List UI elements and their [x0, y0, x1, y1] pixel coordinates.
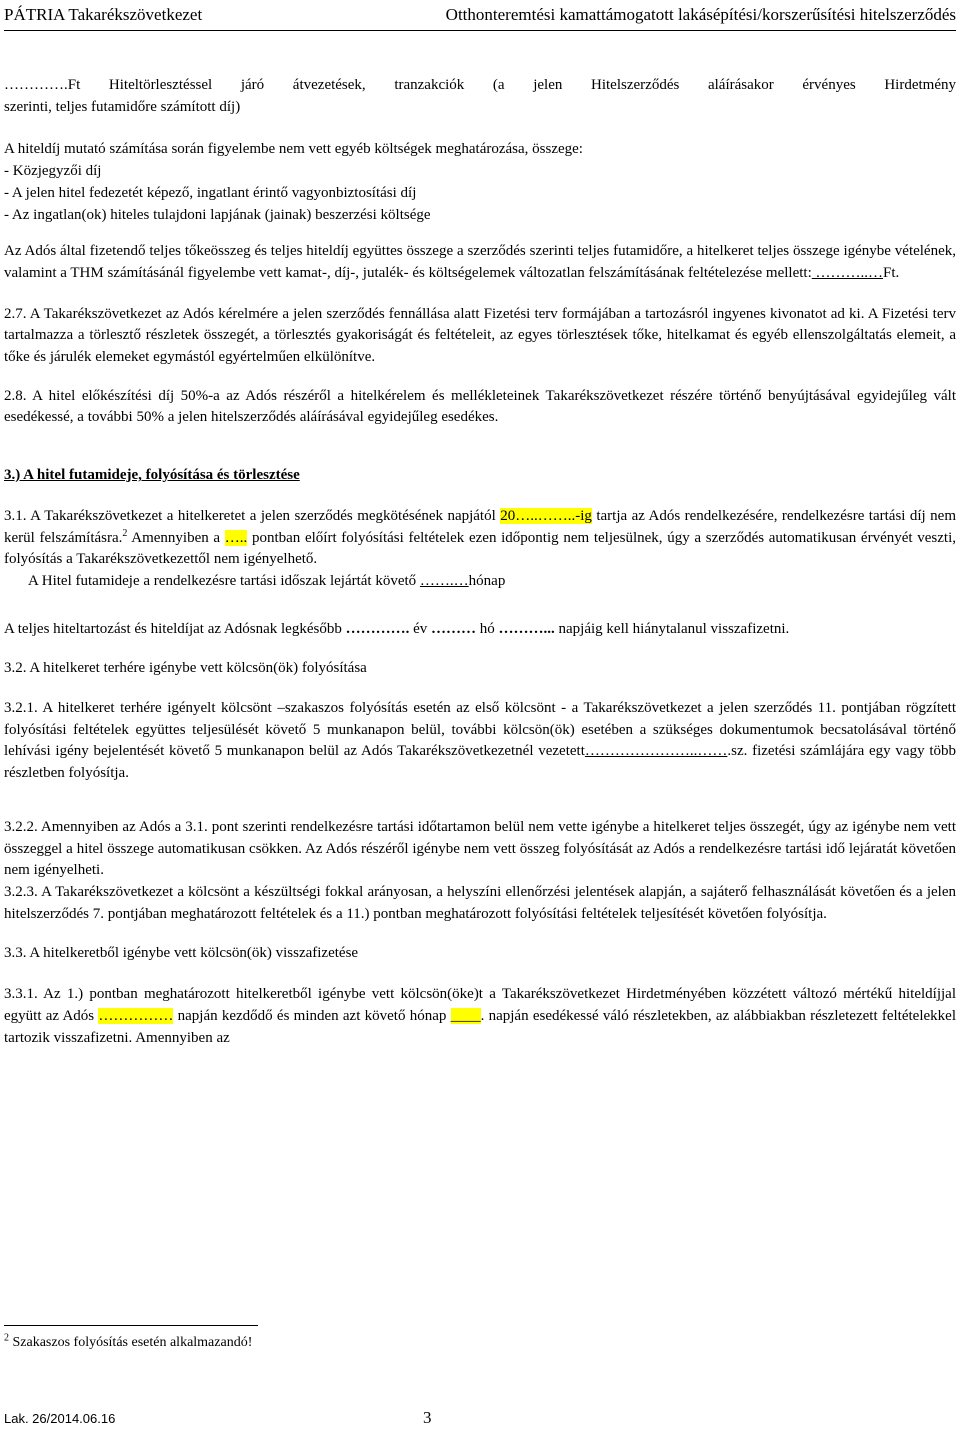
repayment-month-blank: ………	[431, 620, 477, 637]
header-institution: PÁTRIA Takarékszövetkezet	[4, 5, 203, 24]
s3-2-1-text: 3.2.1. A hitelkeret terhére igényelt kölcsönt –szakaszos folyósítás esetén az első kölcsönt - a Takarékszövetkezet a jelen szerződés 11. pontjában rögzített folyósítási feltételek együttes teljesülését követő 5 munkanapon belül, további kölcsön(ök) esetében a szükséges dokumentumok becsatolásával történő lehívási igény bejelentését követő 5 munkanapon belül az Adós Takarékszövetkezetnél vezetett	[4, 700, 956, 760]
loan-term-months-blank: …….…	[419, 572, 469, 589]
repayment-day-blank: ………...	[498, 620, 555, 637]
s3-1-text-b: tartja az Adós rendelkezésére, rendelkezésre tartási díj nem kerül felszámításra.	[4, 507, 956, 546]
loan-term-line	[4, 571, 956, 593]
document-body	[4, 75, 956, 1049]
s3-1-text-c: Amennyiben a	[127, 529, 225, 546]
s3-1-text-d: pontban előírt folyósítási feltételek ezen időpontig nem teljesülnek, úgy a szerződés automatikusan érvényét veszti, folyósítás a Takarékszövetkezettől nem igényelhető.	[4, 529, 956, 568]
section-3-3-1	[4, 984, 956, 1049]
other-costs-item-2: - A jelen hitel fedezetét képező, ingatlant érintő vagyonbiztosítási díj	[4, 184, 417, 201]
page-header	[4, 2, 956, 31]
section-3-2-heading: 3.2. A hitelkeret terhére igénybe vett kölcsön(ök) folyósítása	[4, 660, 367, 677]
s3-3-1-text-b: napján kezdődő és minden azt követő hónap	[173, 1007, 451, 1024]
s3-3-1-text-c: . napján esedékessé váló részletekben, az alábbiakban részletezett feltételekkel tartozik visszafizetni. Amennyiben az	[4, 1007, 956, 1046]
section-3-heading: 3.) A hitel futamideje, folyósítása és törlesztése	[4, 467, 300, 484]
total-amount-dots: ………..…	[811, 264, 883, 281]
other-costs-title: A hiteldíj mutató számítása során figyelembe nem vett egyéb költségek meghatározása, összege:	[4, 141, 583, 158]
section-3-2-2: 3.2.2. Amennyiben az Adós a 3.1. pont szerinti rendelkezésre tartási időtartamon belül nem vette igénybe a hitelkeret teljes összegét, úgy az igénybe nem vett összeggel a hitel összege automatikusan csökken. Az Adós részéről igénybe nem vett összeg folyósítását az Adós a rendelkezésre tartási idő lejáratát követően nem igényelheti.	[4, 818, 956, 879]
availability-end-date-blank: 20…..……..-ig	[500, 507, 592, 524]
footnote-number: 2	[4, 1332, 9, 1344]
footnote-reference: 2	[122, 527, 128, 539]
fee-intro-line2: szerinti, teljes futamidőre számított díj)	[4, 98, 241, 115]
total-amount-suffix: Ft.	[883, 264, 900, 281]
s3-3-1-text-a: 3.3.1. Az 1.) pontban meghatározott hitelkeretből igénybe vett kölcsön(öke)t a Takarékszövetkezet Hirdetményében közzétett változó mértékű hiteldíjjal együtt az Adós	[4, 986, 956, 1024]
repayment-year-label: év	[409, 620, 432, 637]
section-2-7: 2.7. A Takarékszövetkezet az Adós kérelmére a jelen szerződés fennállása alatt Fizetési terv formájában a tartozásról ingyenes kivonatot ad ki. A Fizetési terv tartalmazza a törlesztő részletek összegét, a törlesztés gyakoriságát és feltételeit, az egyes törlesztések tőke, hitelkamat és egyéb ellenszolgáltatás elemeit, a tőke és járulék elemeket egymástól egyértelműen elkülönítve.	[4, 305, 956, 366]
total-amount-text: Az Adós által fizetendő teljes tőkeösszeg és teljes hiteldíj együttes összege a szerződés szerinti teljes futamidőre, a hitelkeret teljes összege igénybe vételének, valamint a THM számításánál figyelembe vett kamat-, díj-, jutalék- és költségelemek változatlan felszámításának feltételezése mellett:	[4, 243, 956, 281]
footer-document-code: Lak. 26/2014.06.16	[4, 1411, 116, 1426]
repayment-year-blank: ………….	[345, 620, 410, 637]
header-contract-title: Otthonteremtési kamattámogatott lakásépítési/korszerűsítési hitelszerződés	[445, 5, 956, 24]
repayment-day-of-month-blank: ____	[450, 1007, 481, 1024]
repayment-month-label: hó	[476, 620, 499, 637]
total-amount-paragraph	[4, 241, 956, 284]
section-3-2-1	[4, 698, 956, 785]
other-costs-item-1: - Közjegyzői díj	[4, 163, 102, 180]
condition-point-blank: …..	[224, 529, 248, 546]
repayment-start-date-blank: ……………	[98, 1007, 174, 1024]
repayment-deadline	[4, 619, 956, 641]
repayment-text-a: A teljes hiteltartozást és hiteldíjat az Adósnak legkésőbb	[4, 620, 346, 637]
repayment-text-b: napjáig kell hiánytalanul visszafizetni.	[554, 620, 790, 637]
section-2-8: 2.8. A hitel előkészítési díj 50%-a az Adós részéről a hitelkérelem és mellékleteinek Takarékszövetkezet részére történő benyújtásával egyidejűleg vált esedékessé, a további 50% a jelen hitelszerződés aláírásával egyidejűleg esedékes.	[4, 387, 956, 426]
account-number-blank: …………………..……	[584, 743, 728, 760]
loan-term-text: A Hitel futamideje a rendelkezésre tartási időszak lejártát követő	[28, 572, 420, 589]
footnote-divider	[4, 1325, 258, 1326]
footnote	[4, 1334, 252, 1352]
section-3-2-3: 3.2.3. A Takarékszövetkezet a kölcsönt a készültségi fokkal arányosan, a helyszíni ellenőrzési jelentések alapján, a sajáterő felhasználását követően és a jelen hitelszerződés 7. pontjában meghatározott feltételek és a 11.) pontban meghatározott folyósítási feltételek teljesítését követően folyósítja.	[4, 883, 956, 922]
section-3-1	[4, 506, 956, 571]
loan-term-suffix: hónap	[468, 572, 506, 589]
s3-1-text-a: 3.1. A Takarékszövetkezet a hitelkeretet a jelen szerződés megkötésének napjától	[4, 507, 501, 524]
fee-intro-line1: ………….Ft Hiteltörlesztéssel járó átvezetések, tranzakciók (a jelen Hitelszerződés aláírásakor érvényes Hirdetmény	[4, 77, 956, 93]
footnote-text: Szakaszos folyósítás esetén alkalmazandó!	[9, 1335, 253, 1350]
s3-2-1-text-b: .sz. fizetési számlájára egy vagy több részletben folyósítja.	[4, 743, 956, 782]
other-costs-item-3: - Az ingatlan(ok) hiteles tulajdoni lapjának (jainak) beszerzési költsége	[4, 206, 431, 223]
page-number: 3	[423, 1408, 432, 1427]
section-3-3-heading: 3.3. A hitelkeretből igénybe vett kölcsön(ök) visszafizetése	[4, 945, 359, 962]
